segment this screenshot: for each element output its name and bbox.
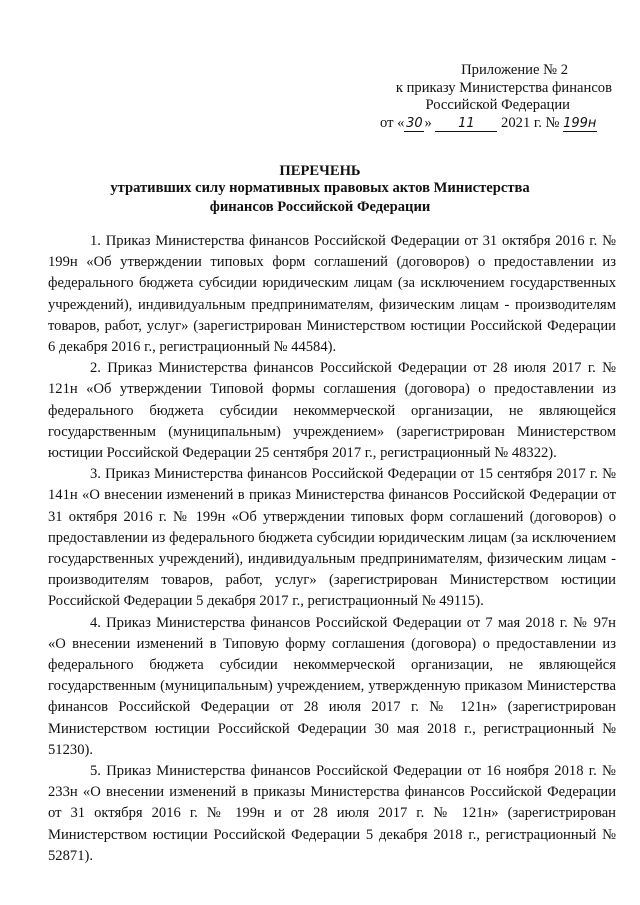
list-item: 1. Приказ Министерства финансов Российской Федерации от 31 октября 2016 г. № 199н «Об утверждении типовых форм соглашений (договоров) о предоставлении из федерального бюджета субсидии юридическим лицам (за исключением государственных учреждений), индивидуальным предпринимателям, физическим лицам - производителям товаров, работ, услуг» (зарегистрирован Министерством юстиции Российской Федерации 6 декабря 2016 г., регистрационный № 44584). [48, 233, 616, 356]
date-prefix: от « [380, 114, 405, 131]
date-mid: » [424, 114, 432, 131]
list-item: 3. Приказ Министерства финансов Российской Федерации от 15 сентября 2017 г. № 141н «О внесении изменений в приказ Министерства финансов Российской Федерации от 31 октября 2016 г. № 199н «Об утверждении типовых форм соглашений (договоров) о предоставлении из федерального бюджета субсидии юридическим лицам (за исключением государственных учреждений), индивидуальным предпринимателям, физическим лицам - производителям товаров, работ, услуг» (зарегистрирован Министерством юстиции Российской Федерации 5 декабря 2017 г., регистрационный № 49115). [48, 466, 616, 610]
date-day-handwritten: 30 [406, 115, 423, 131]
list-item: 4. Приказ Министерства финансов Российской Федерации от 7 мая 2018 г. № 97н «О внесении изменений в Типовую форму соглашения (договора) о предоставлении из федерального бюджета субсидии некоммерческой организации, не являющейся государственным (муниципальным) учреждением, утвержденную приказом Министерства финансов Российской Федерации от 28 июля 2017 г. № 121н» (зарегистрирован Министерством юстиции Российской Федерации 30 мая 2018 г., регистрационный № 51230). [48, 614, 616, 758]
list-item: 5. Приказ Министерства финансов Российской Федерации от 16 ноября 2018 г. № 233н «О внесении изменений в приказы Министерства финансов Российской Федерации от 31 октября 2016 г. № 199н и от 28 июля 2017 г. № 121н» (зарегистрирован Министерством юстиции Российской Федерации 5 декабря 2018 г., регистрационный № 52871). [48, 763, 616, 864]
appendix-label: Приложение № 2 [461, 62, 568, 78]
order-number-handwritten: 199н [563, 115, 597, 131]
document-subtitle: утративших силу нормативных правовых актов Министерства финансов Российской Федерации [110, 180, 530, 215]
order-reference: к приказу Министерства финансов [395, 79, 612, 96]
date-month-handwritten: 11 [435, 117, 497, 132]
list-item: 2. Приказ Министерства финансов Российской Федерации от 28 июля 2017 г. № 121н «Об утверждении Типовой формы соглашения (договора) о предоставлении из федерального бюджета субсидии некоммерческой организации, не являющейся государственным (муниципальным) учреждением» (зарегистрирован Министерством юстиции Российской Федерации 25 сентября 2017 г., регистрационный № 48322). [48, 360, 616, 462]
date-year: 2021 г. № [501, 114, 560, 131]
appendix-header [380, 62, 612, 132]
ministry-country: Российской Федерации [425, 97, 570, 113]
document-body [48, 231, 616, 867]
order-date-line [380, 115, 612, 133]
document-title: ПЕРЕЧЕНЬ [279, 163, 361, 179]
